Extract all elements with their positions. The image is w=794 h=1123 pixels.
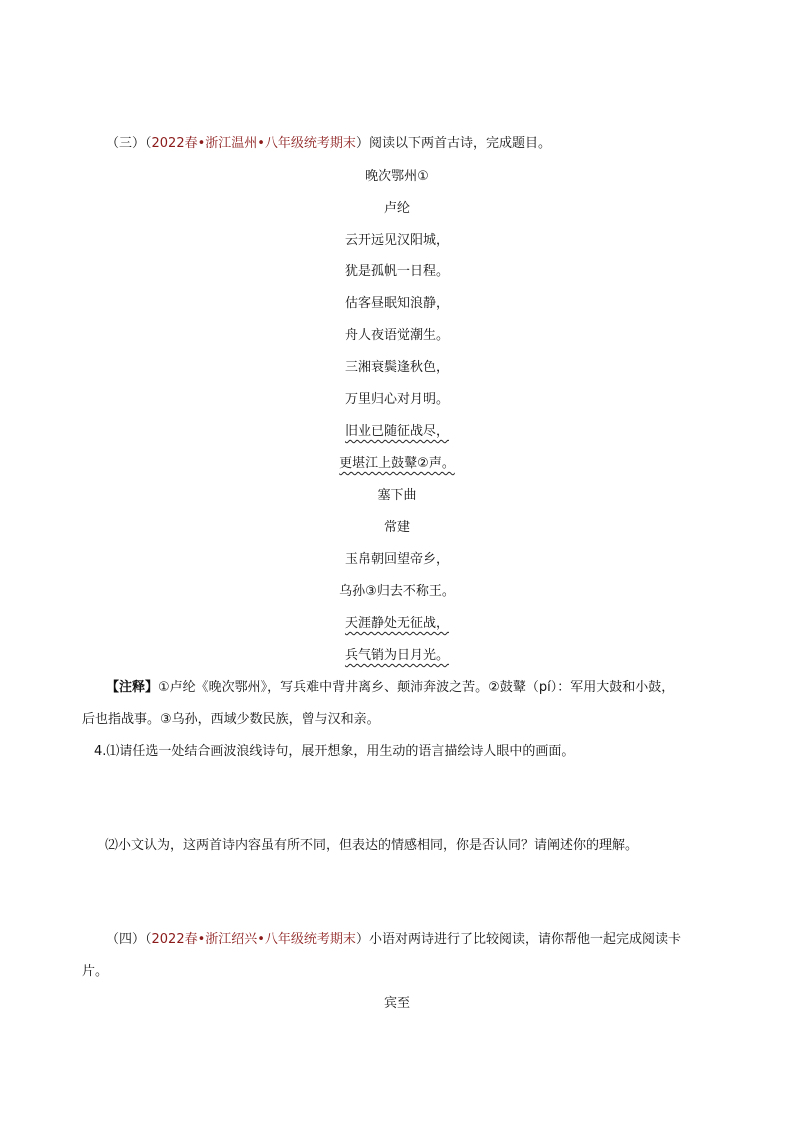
section3-suffix: ）阅读以下两首古诗，完成题目。: [355, 136, 551, 151]
notes-label: 【注释】: [106, 680, 159, 695]
poem1-line-wavy: 旧业已随征战尽，: [344, 424, 449, 439]
poem1-line: 云开远见汉阳城，: [344, 233, 449, 248]
poem1-line: 犹是孤帆一日程。: [344, 264, 449, 279]
section4-line2: 片。: [82, 964, 109, 979]
poem2-line: 玉帛朝回望帝乡，: [344, 552, 449, 567]
poem1-line: 三湘衰鬓逢秋色，: [344, 360, 449, 375]
poem1-line-wavy: 更堪江上鼓鼙②声。: [339, 456, 455, 471]
poem2-line: 乌孙③归去不称王。: [339, 584, 455, 599]
section4-suffix: ）小语对两诗进行了比较阅读，请你帮他一起完成阅读卡: [355, 932, 681, 947]
section4-prefix: （四）（: [106, 932, 152, 947]
question-2: ⑵小文认为，这两首诗内容虽有所不同，但表达的情感相同，你是否认同？请阐述你的理解。: [105, 838, 639, 853]
poem3-title: 宾至: [383, 996, 410, 1011]
notes-line2: 后也指战事。③乌孙，西域少数民族，曾与汉和亲。: [82, 712, 380, 727]
section3-heading: [106, 132, 551, 151]
poem2-title: 塞下曲: [377, 488, 417, 503]
poem1-line: 万里归心对月明。: [344, 392, 449, 407]
notes-line1: [106, 676, 674, 695]
question-1: 4.⑴请任选一处结合画波浪线诗句，展开想象，用生动的语言描绘诗人眼中的画面。: [94, 744, 575, 759]
section3-source: 2022春•浙江温州•八年级统考期末: [151, 136, 356, 151]
section4-heading: [106, 928, 681, 947]
poem1-author: 卢纶: [383, 201, 410, 216]
poem2-line-wavy: 兵气销为日月光。: [344, 648, 449, 663]
notes-text: ①卢纶《晚次鄂州》，写兵难中背井离乡、颠沛奔波之苦。②鼓鼙（pí）：军用大鼓和小鼓，: [158, 680, 675, 695]
poem1-line: 舟人夜语觉潮生。: [344, 328, 449, 343]
poem1-title: 晚次鄂州①: [365, 169, 429, 184]
poem2-line-wavy: 天涯静处无征战，: [344, 616, 449, 631]
section3-prefix: （三）（: [106, 136, 152, 151]
poem1-line: 估客昼眠知浪静，: [344, 296, 449, 311]
poem2-author: 常建: [383, 520, 410, 535]
section4-source: 2022春•浙江绍兴•八年级统考期末: [151, 932, 356, 947]
